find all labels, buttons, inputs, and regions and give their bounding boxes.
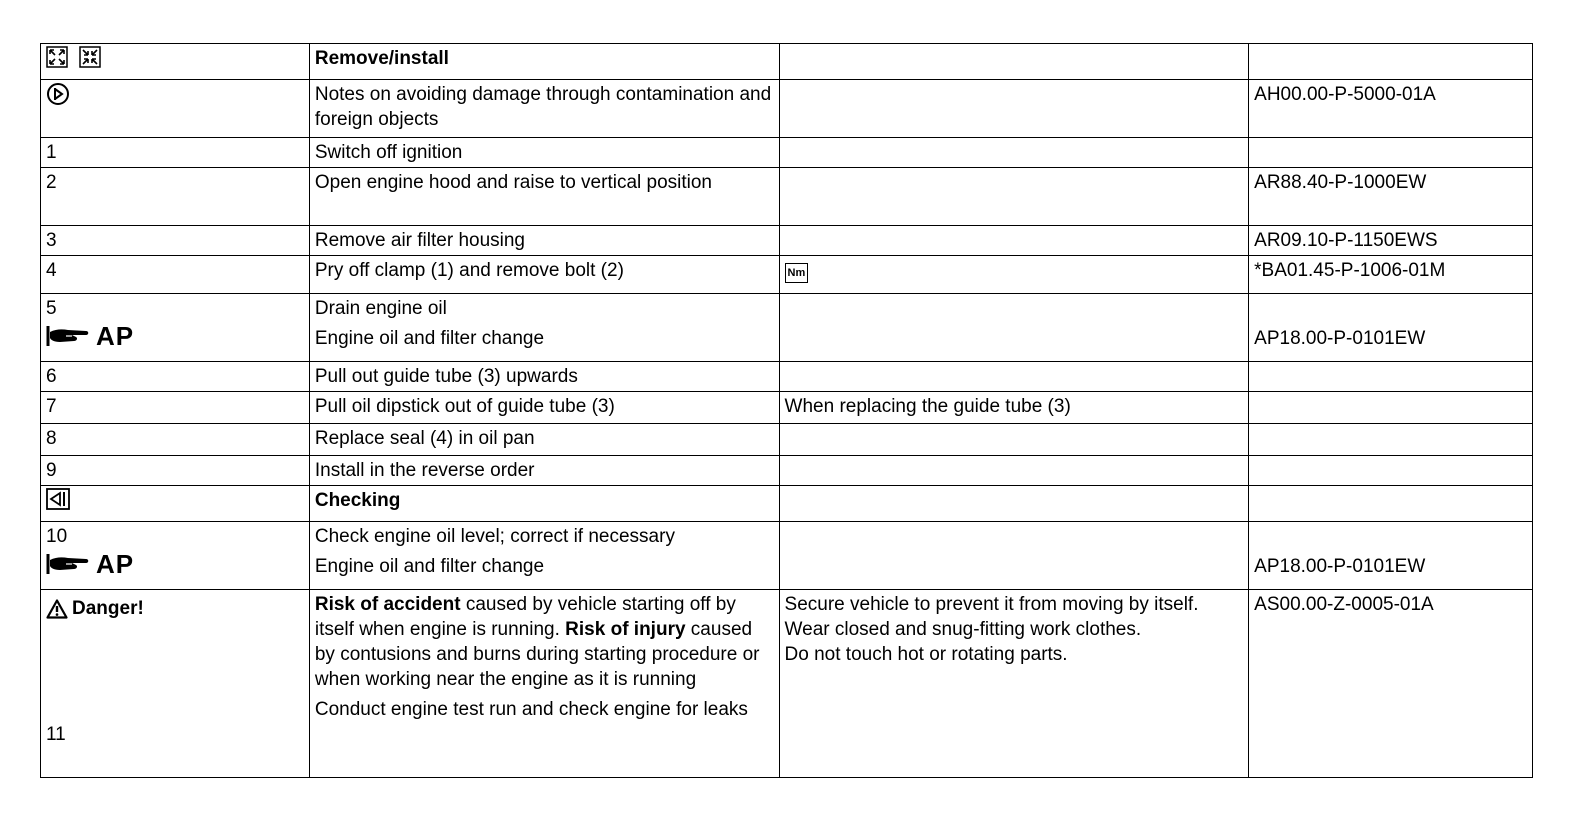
danger-text-cell	[309, 590, 779, 778]
empty-cell	[779, 138, 1249, 168]
empty-cell	[1249, 424, 1533, 456]
checking-icon-cell	[41, 486, 310, 522]
pointing-hand-icon	[46, 552, 90, 576]
step-number: 10	[46, 526, 68, 547]
step-number: 4	[41, 256, 310, 294]
step-text: Drain engine oil	[314, 298, 447, 319]
notes-icon	[46, 82, 70, 113]
step-number: 3	[41, 226, 310, 256]
step-ref-cell	[1249, 294, 1533, 362]
step-number: 6	[41, 362, 310, 392]
table-row	[41, 256, 1533, 294]
step-ref[interactable]: AP18.00-P-0101EW	[1254, 328, 1426, 349]
step-subtext: Engine oil and filter change	[314, 556, 545, 577]
step-ref[interactable]: AR88.40-P-1000EW	[1249, 168, 1533, 226]
danger-measures-cell	[779, 590, 1249, 778]
step-number: 7	[41, 392, 310, 424]
table-row	[41, 486, 1533, 522]
empty-cell	[779, 226, 1249, 256]
warning-triangle-icon	[46, 599, 68, 619]
danger-ref[interactable]: AS00.00-Z-0005-01A	[1249, 590, 1533, 778]
step-ref[interactable]	[1249, 138, 1533, 168]
empty-cell	[779, 362, 1249, 392]
notes-text: Notes on avoiding damage through contamination and foreign objects	[309, 80, 779, 138]
empty-cell	[1249, 44, 1533, 80]
step-text: Remove air filter housing	[309, 226, 779, 256]
empty-cell	[1249, 362, 1533, 392]
procedure-table	[40, 43, 1533, 778]
section-heading: Checking	[309, 486, 779, 522]
ap-label: AP	[96, 549, 135, 579]
notes-ref[interactable]: AH00.00-P-5000-01A	[1249, 80, 1533, 138]
remove-install-icon	[46, 46, 68, 75]
danger-measure: Wear closed and snug-fitting work clothes.	[784, 619, 1142, 640]
step-text: Replace seal (4) in oil pan	[309, 424, 779, 456]
step-number: 8	[41, 424, 310, 456]
table-row	[41, 362, 1533, 392]
step-text: Open engine hood and raise to vertical position	[309, 168, 779, 226]
ap-reference-mark	[46, 549, 134, 579]
empty-cell	[779, 168, 1249, 226]
danger-label: Danger!	[72, 598, 144, 619]
step-text: Switch off ignition	[309, 138, 779, 168]
danger-measure: Do not touch hot or rotating parts.	[784, 644, 1068, 665]
step-ref[interactable]: AR09.10-P-1150EWS	[1249, 226, 1533, 256]
checking-icon	[46, 488, 70, 517]
risk-injury-label: Risk of injury	[565, 619, 686, 640]
step-text: Pry off clamp (1) and remove bolt (2)	[309, 256, 779, 294]
torque-cell	[779, 256, 1249, 294]
step-subtext: Engine oil and filter change	[314, 328, 545, 349]
ap-label: AP	[96, 321, 135, 351]
step-number: 11	[46, 723, 66, 745]
table-row	[41, 522, 1533, 590]
danger-risk-text	[315, 592, 774, 692]
table-row	[41, 590, 1533, 778]
step-number-cell	[41, 522, 310, 590]
step-number: 5	[46, 298, 57, 319]
risk-injury-text: caused by contusions and burns during starting procedure or when working near the engine as it is running	[314, 619, 760, 690]
empty-cell	[779, 44, 1249, 80]
risk-accident-label: Risk of accident	[314, 594, 461, 615]
step-text: Pull oil dipstick out of guide tube (3)	[309, 392, 779, 424]
step-text: Check engine oil level; correct if necessary	[314, 526, 675, 547]
table-row	[41, 392, 1533, 424]
step-ref[interactable]: *BA01.45-P-1006-01M	[1249, 256, 1533, 294]
step-number: 2	[41, 168, 310, 226]
step-text: Pull out guide tube (3) upwards	[309, 362, 779, 392]
danger-label-wrap	[46, 596, 144, 621]
empty-cell	[779, 424, 1249, 456]
step-text-cell	[309, 522, 779, 590]
empty-cell	[1249, 486, 1533, 522]
danger-cell	[41, 590, 310, 778]
empty-cell	[779, 80, 1249, 138]
empty-cell	[1249, 456, 1533, 486]
notes-icon-cell	[41, 80, 310, 138]
section-heading: Remove/install	[309, 44, 779, 80]
table-row	[41, 424, 1533, 456]
step-ref-cell	[1249, 522, 1533, 590]
table-row	[41, 80, 1533, 138]
danger-measure: Secure vehicle to prevent it from moving by itself.	[784, 594, 1199, 615]
torque-nm-icon[interactable]: Nm	[785, 263, 809, 283]
table-row	[41, 294, 1533, 362]
empty-cell	[779, 294, 1249, 362]
step-number-cell	[41, 294, 310, 362]
empty-cell	[779, 456, 1249, 486]
step-note: When replacing the guide tube (3)	[779, 392, 1249, 424]
table-row	[41, 456, 1533, 486]
step-text: Install in the reverse order	[309, 456, 779, 486]
table-row	[41, 138, 1533, 168]
step-number: 1	[41, 138, 310, 168]
step-ref[interactable]: AP18.00-P-0101EW	[1254, 556, 1426, 577]
table-row	[41, 226, 1533, 256]
table-row	[41, 168, 1533, 226]
pointing-hand-icon	[46, 324, 90, 348]
remove-install-icons-cell	[41, 44, 310, 80]
step-text-cell	[309, 294, 779, 362]
risk-accident-text: caused by vehicle starting off by itself when engine is running.	[314, 594, 742, 640]
table-row	[41, 44, 1533, 80]
remove-install-icon	[79, 46, 101, 75]
empty-cell	[1249, 392, 1533, 424]
step-number: 9	[41, 456, 310, 486]
empty-cell	[779, 486, 1249, 522]
step-text: Conduct engine test run and check engine for leaks	[314, 699, 748, 720]
ap-reference-mark	[46, 321, 134, 351]
empty-cell	[779, 522, 1249, 590]
